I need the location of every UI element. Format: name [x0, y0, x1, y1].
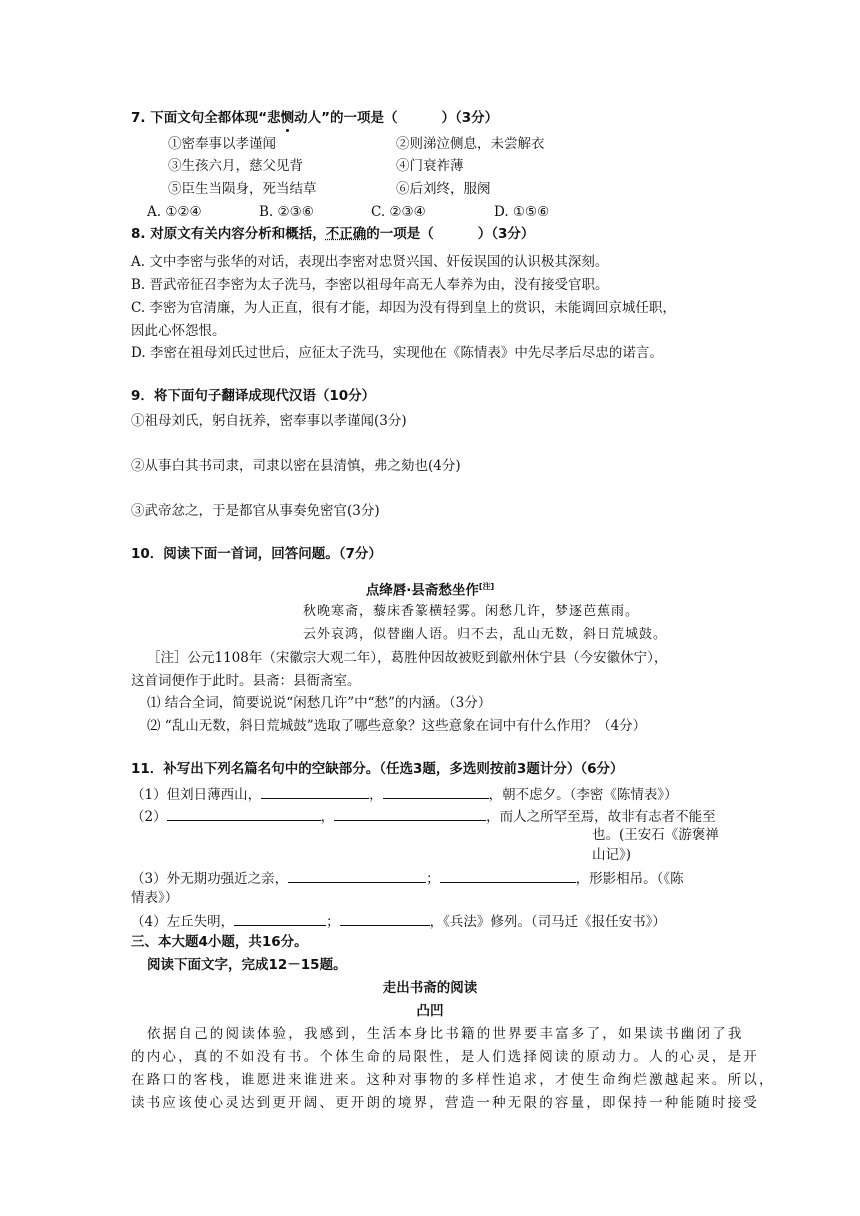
answer-blank[interactable] — [383, 784, 489, 799]
q9-sentence-1: ①祖母刘氏，躬自抚养，密奉事以孝谨闻(3分) — [131, 413, 407, 429]
q10-stem: 10．阅读下面一首词，回答问题。（7分） — [131, 546, 382, 562]
q7-option-4: ④门衰祚薄 — [396, 158, 464, 174]
poem-note-line2: 这首词便作于此时。县斋：县衙斋室。 — [131, 673, 361, 689]
essay-line-3: 在路口的客栈，谁愿进来谁进来。这种对事物的多样性追求，才使生命绚烂激越起来。所以， — [131, 1072, 775, 1088]
q11-item-3: （3）外无期功强近之亲， ； ，形影相吊。（《陈 — [131, 868, 684, 888]
q8-option-c-line1: C. 李密为官清廉，为人正直，很有才能，却因为没有得到皇上的赏识，未能调回京城任职， — [131, 300, 676, 316]
answer-blank[interactable] — [261, 784, 369, 799]
essay-line-4: 读书应该使心灵达到更开阔、更开朗的境界，营造一种无限的容量，即保持一种能随时接受 — [131, 1095, 759, 1111]
poem-note-line1: ［注］公元1108年（宋徽宗大观二年），葛胜仲因故被贬到歙州休宁县（今安徽休宁）， — [147, 650, 668, 666]
q11-stem: 11．补写出下列名篇名句中的空缺部分。（任选3题，多选则按前3题计分）（6分） — [131, 761, 624, 777]
q9-stem: 9．将下面句子翻译成现代汉语（10分） — [131, 388, 376, 404]
essay-line-1: 依据自己的阅读体验，我感到，生活本身比书籍的世界要丰富多了，如果读书幽闭了我 — [147, 1026, 744, 1042]
poem-line-1: 秋晚寒斋，藜床香篆横轻雾。闲愁几许，梦逐芭蕉雨。 — [303, 604, 640, 619]
q8-option-d: D. 李密在祖母刘氏过世后，应征太子洗马，实现他在《陈情表》中先尽孝后尽忠的诺言。 — [131, 345, 663, 361]
q8-stem: 8. 对原文有关内容分析和概括，不正确的一项是（ ）（3分） — [131, 226, 535, 242]
q7-option-1: ①密奉事以孝谨闻 — [168, 136, 276, 152]
q7-option-3: ③生孩六月，慈父见背 — [168, 158, 303, 174]
poem-note-mark: [注] — [478, 582, 495, 591]
q9-sentence-3: ③武帝忿之，于是都官从事奏免密官(3分) — [131, 503, 380, 519]
essay-title: 走出书斋的阅读 — [382, 980, 478, 996]
answer-blank[interactable] — [234, 911, 326, 926]
q7-choice-a: A. ①②④ — [147, 204, 202, 220]
q8-option-c-line2: 因此心怀怨恨。 — [131, 323, 226, 339]
q11-item-4: （4）左丘失明， ； ，《兵法》修列。（司马迁《报任安书》） — [131, 911, 666, 931]
q9-sentence-2: ②从事白其书司隶，司隶以密在县清慎，弗之劾也(4分) — [131, 458, 461, 474]
q7-choice-b: B. ②③⑥ — [259, 204, 314, 220]
answer-blank[interactable] — [288, 868, 426, 883]
q8-option-b: B. 晋武帝征召李密为太子洗马，李密以祖母年高无人奉养为由，没有接受官职。 — [131, 277, 609, 293]
q7-choice-d: D. ①⑤⑥ — [494, 204, 550, 220]
essay-author: 凸凹 — [416, 1003, 444, 1019]
emphasis-mark: 恻 — [280, 110, 295, 126]
q8-emphasis: 不正确 — [325, 226, 367, 242]
q7-option-6: ⑥后刘终，服阕 — [396, 181, 491, 197]
q7-stem: 7. 下面文句全都体现“悲恻动人”的一项是（ ）（3分） — [131, 110, 499, 126]
q10-sub-1: ⑴ 结合全词，简要说说“闲愁几许”中“愁”的内涵。（3分） — [147, 695, 492, 711]
poem-title: 点绛唇·县斋愁坐作[注] — [365, 582, 495, 599]
q8-option-a: A. 文中李密与张华的对话，表现出李密对忠贤兴国、奸佞误国的认识极其深刻。 — [131, 254, 609, 270]
poem-line-2: 云外哀鸿，似替幽人语。归不去，乱山无数，斜日荒城鼓。 — [303, 627, 668, 642]
q7-option-5: ⑤臣生当陨身，死当结草 — [168, 181, 317, 197]
q11-item-2-source-line1: 也。(王安石《游褒禅 — [592, 827, 719, 843]
answer-blank[interactable] — [340, 911, 430, 926]
q11-item-3-source: 情表》） — [131, 890, 179, 906]
answer-blank[interactable] — [167, 806, 321, 821]
essay-line-2: 的内心，真的不如没有书。个体生命的局限性，是人们选择阅读的原动力。人的心灵，是开 — [131, 1049, 759, 1065]
answer-blank[interactable] — [440, 868, 576, 883]
q11-item-2: （2） ， ，而人之所罕至焉，故非有志者不能至 — [131, 806, 716, 826]
q7-option-2: ②则涕泣侧息，未尝解衣 — [396, 136, 545, 152]
q10-sub-2: ⑵ “乱山无数，斜日荒城鼓”选取了哪些意象？这些意象在词中有什么作用？（4分） — [147, 718, 647, 734]
q11-item-2-source-line2: 山记》) — [592, 847, 632, 863]
section-3-title: 三、本大题4小题，共16分。 — [131, 934, 308, 950]
q11-item-1: （1）但刘日薄西山， ， ，朝不虑夕。（李密《陈情表》） — [131, 784, 678, 804]
q7-choice-c: C. ②③④ — [371, 204, 426, 220]
section-3-intro: 阅读下面文字，完成12－15题。 — [147, 957, 347, 973]
answer-blank[interactable] — [334, 806, 486, 821]
